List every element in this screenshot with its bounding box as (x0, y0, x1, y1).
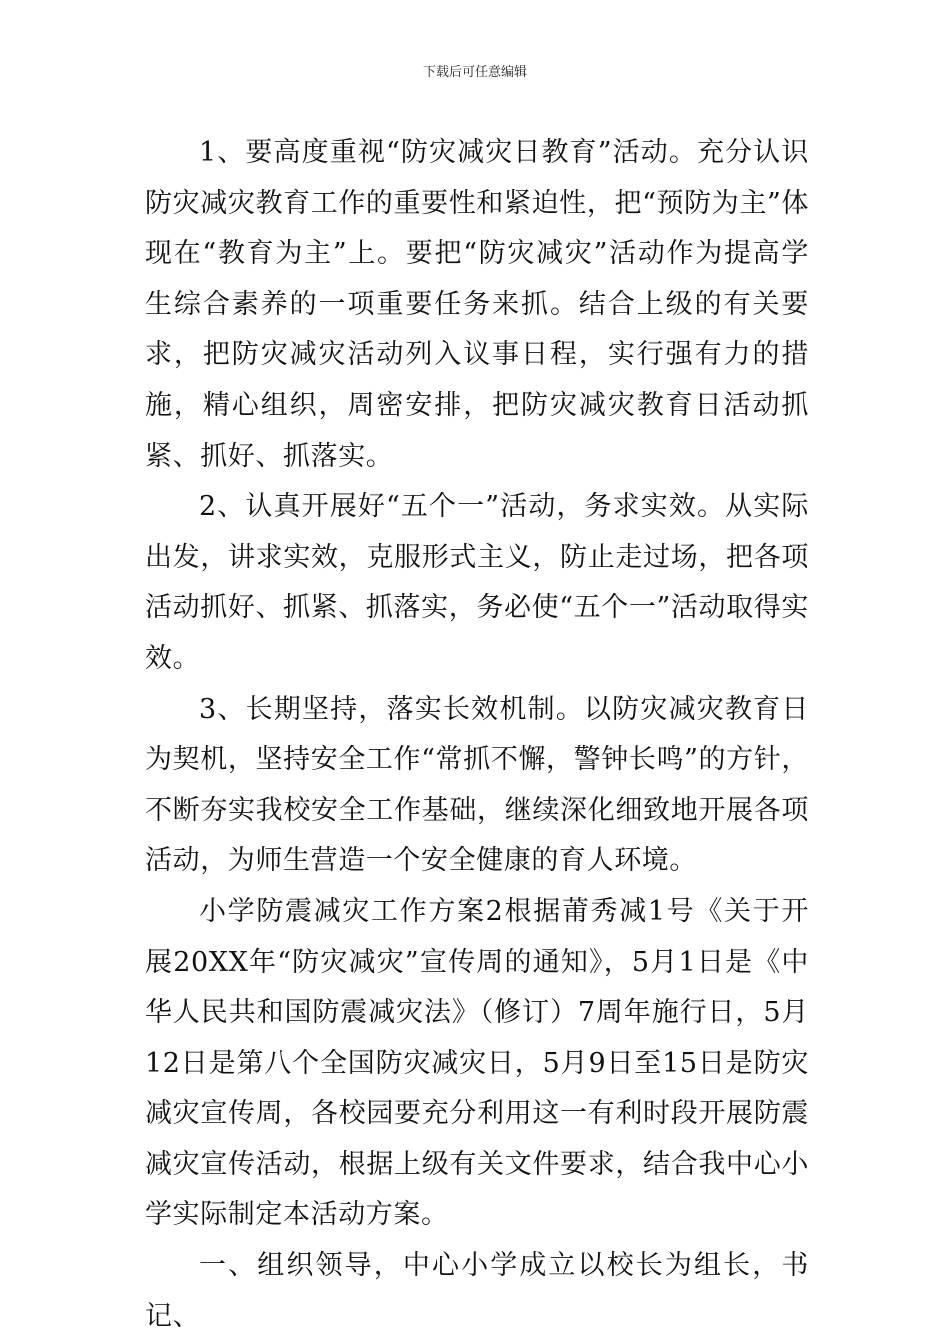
page-header-note: 下载后可任意编辑 (422, 65, 527, 80)
paragraph-5: 一、组织领导，中心小学成立以校长为组长，书记、 (145, 1250, 809, 1332)
paragraph-4: 小学防震减灾工作方案2根据莆秀减1号《关于开展20XX年“防灾减灾”宣传周的通知》，5月1日是《中华人民共和国防震减灾法》（修订）7周年施行日，5月12日是第八个全国防灾减灾日，5月9日至15日是防灾减灾宣传周，各校园要充分利用这一有利时段开展防震减灾宣传活动，根据上级有关文件要求，结合我中心小学实际制定本活动方案。 (145, 895, 809, 1231)
paragraph-3: 3、长期坚持，落实长效机制。以防灾减灾教育日为契机，坚持安全工作“常抓不懈，警钟长鸣”的方针，不断夯实我校安全工作基础，继续深化细致地开展各项活动，为师生营造一个安全健康的育人环境。 (145, 693, 809, 877)
paragraph-1: 1、要高度重视“防灾减灾日教育”活动。充分认识防灾减灾教育工作的重要性和紧迫性，把“预防为主”体现在“教育为主”上。要把“防灾减灾”活动作为提高学生综合素养的一项重要任务来抓。结合上级的有关要求，把防灾减灾活动列入议事日程，实行强有力的措施，精心组织，周密安排，把防灾减灾教育日活动抓紧、抓好、抓落实。 (145, 137, 809, 472)
document-body (145, 128, 809, 1342)
paragraph-2: 2、认真开展好“五个一”活动，务求实效。从实际出发，讲求实效，克服形式主义，防止走过场，把各项活动抓好、抓紧、抓落实，务必使“五个一”活动取得实效。 (145, 491, 809, 674)
